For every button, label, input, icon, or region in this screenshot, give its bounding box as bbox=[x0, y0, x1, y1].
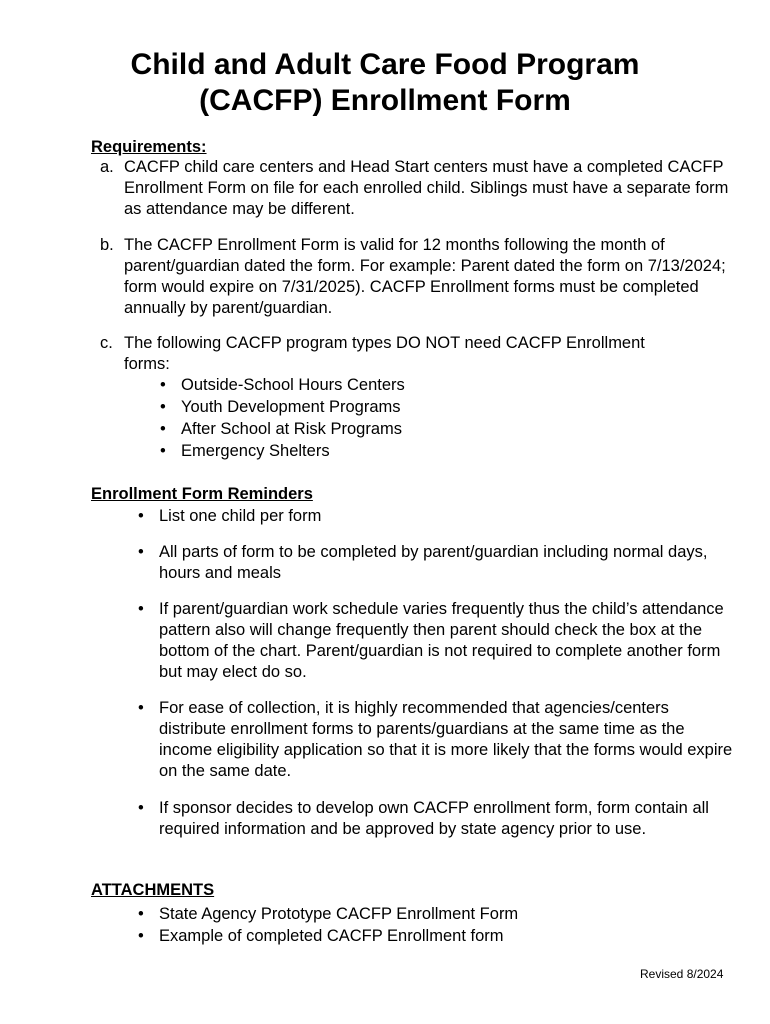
list-item bbox=[138, 903, 738, 925]
bullet-icon: • bbox=[138, 699, 144, 717]
requirement-text: The CACFP Enrollment Form is valid for 12 months following the month of parent/guardian dated the form. For example: Parent dated the form on 7/13/2024; form would expire on 7/31/2025). CACFP Enrollment forms must be completed annually by parent/guardian. bbox=[124, 236, 726, 317]
requirement-letter: b. bbox=[100, 236, 114, 254]
attachments-list bbox=[138, 903, 738, 947]
reminders-heading: Enrollment Form Reminders bbox=[91, 485, 313, 503]
requirements-heading: Requirements: bbox=[91, 138, 207, 156]
list-item-text: Emergency Shelters bbox=[181, 442, 330, 460]
bullet-icon: • bbox=[138, 543, 144, 561]
reminder-item bbox=[138, 542, 738, 584]
list-item-text: If parent/guardian work schedule varies frequently thus the child’s attendance pattern also will change frequently then parent should check the box at the bottom of the chart. Parent/guardian is not required to complete another form but may elect do so. bbox=[159, 600, 724, 681]
list-item-text: State Agency Prototype CACFP Enrollment Form bbox=[159, 905, 519, 923]
bullet-icon: • bbox=[138, 905, 144, 923]
requirement-text: CACFP child care centers and Head Start centers must have a completed CACFP Enrollment Form on file for each enrolled child. Siblings must have a separate form as attendance may be different. bbox=[124, 158, 729, 218]
bullet-icon: • bbox=[160, 398, 166, 416]
list-item bbox=[160, 396, 720, 418]
list-item-text: Example of completed CACFP Enrollment form bbox=[159, 927, 504, 945]
list-item bbox=[160, 374, 720, 396]
bullet-icon: • bbox=[160, 376, 166, 394]
page-title-line-2: (CACFP) Enrollment Form bbox=[199, 84, 571, 117]
list-item-text: List one child per form bbox=[159, 507, 322, 525]
attachments-heading: ATTACHMENTS bbox=[91, 881, 215, 899]
requirement-b bbox=[100, 235, 740, 319]
page-title-line-1: Child and Adult Care Food Program bbox=[130, 48, 640, 81]
bullet-icon: • bbox=[138, 507, 144, 525]
requirement-text: The following CACFP program types DO NOT need CACFP Enrollment forms: bbox=[124, 334, 645, 373]
bullet-icon: • bbox=[160, 420, 166, 438]
requirement-c bbox=[100, 333, 740, 375]
list-item-text: All parts of form to be completed by parent/guardian including normal days, hours and meals bbox=[159, 543, 708, 582]
bullet-icon: • bbox=[138, 600, 144, 618]
bullet-icon: • bbox=[138, 927, 144, 945]
revision-date: Revised 8/2024 bbox=[640, 967, 724, 981]
exempt-programs-list bbox=[160, 374, 720, 462]
list-item bbox=[138, 925, 738, 947]
list-item-text: If sponsor decides to develop own CACFP enrollment form, form contain all required information and be approved by state agency prior to use. bbox=[159, 799, 709, 838]
list-item bbox=[160, 440, 720, 462]
reminder-item bbox=[138, 599, 738, 683]
page-title bbox=[0, 47, 770, 119]
requirement-letter: c. bbox=[100, 334, 113, 352]
reminder-item bbox=[138, 798, 738, 840]
reminder-item bbox=[138, 506, 738, 527]
reminder-item bbox=[138, 698, 738, 782]
bullet-icon: • bbox=[160, 442, 166, 460]
requirement-letter: a. bbox=[100, 158, 114, 176]
requirement-a bbox=[100, 157, 740, 220]
list-item-text: Youth Development Programs bbox=[181, 398, 401, 416]
list-item-text: For ease of collection, it is highly recommended that agencies/centers distribute enrollment forms to parents/guardians at the same time as the income eligibility application so that it is more likely that the forms would expire on the same date. bbox=[159, 699, 733, 780]
list-item bbox=[160, 418, 720, 440]
list-item-text: After School at Risk Programs bbox=[181, 420, 402, 438]
bullet-icon: • bbox=[138, 799, 144, 817]
list-item-text: Outside-School Hours Centers bbox=[181, 376, 405, 394]
